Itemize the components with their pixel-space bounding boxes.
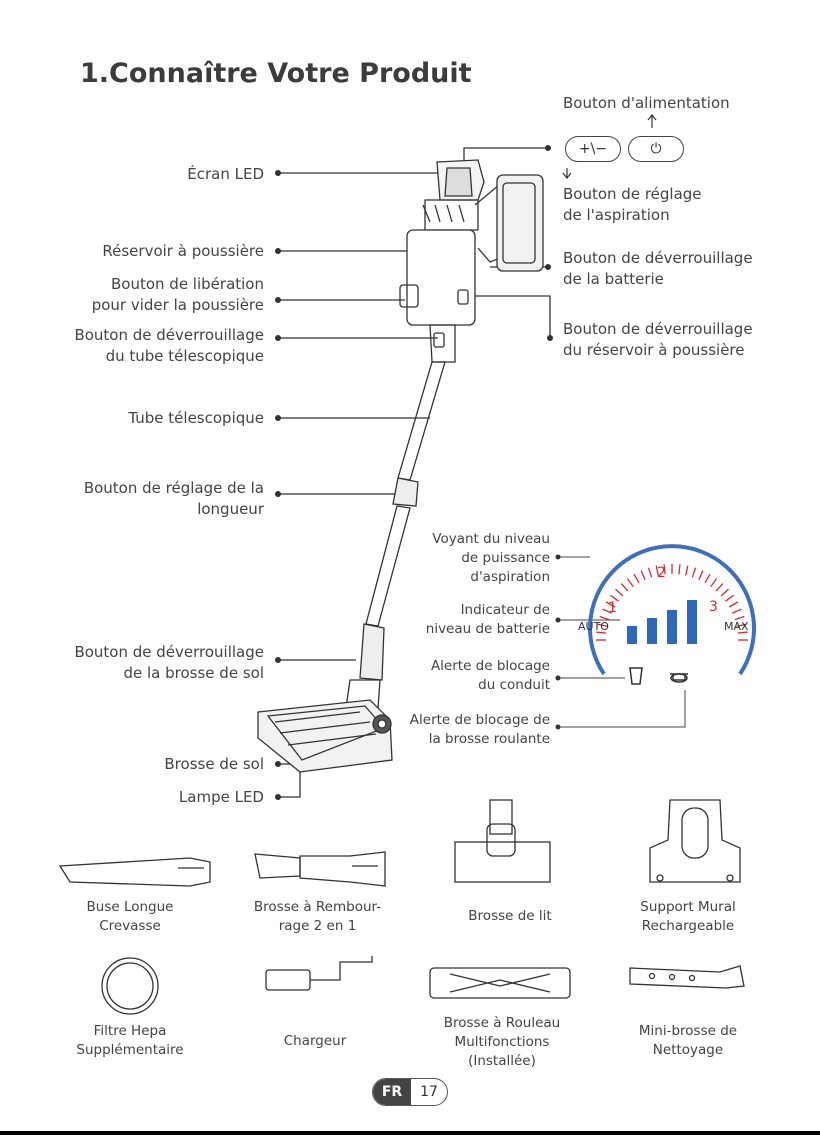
telescopic-tube-label: Tube télescopique xyxy=(128,409,264,427)
brush-unlock-label: Bouton de déverrouillage de la brosse de sol xyxy=(74,643,264,682)
gauge-tick xyxy=(711,579,717,587)
accessory-crevice: Buse Longue Crevasse xyxy=(86,899,174,934)
gauge-level-1: 1 xyxy=(608,600,617,616)
accessory-mini-brush: Mini-brosse de Nettoyage xyxy=(638,1023,738,1058)
power-button-label: Bouton d'alimentation xyxy=(563,94,730,112)
floor-brush-label: Brosse de sol xyxy=(164,755,264,773)
suction-level-label: Voyant du niveau de puissance d'aspiration xyxy=(432,531,550,585)
gauge-tick xyxy=(716,584,723,591)
battery-unlock-label: Bouton de déverrouillage de la batterie xyxy=(563,249,753,288)
gauge-tick xyxy=(692,568,695,578)
roller-block-label: Alerte de blocage de la brosse roulante xyxy=(409,712,550,747)
gauge-tick xyxy=(729,602,738,607)
duct-block-label: Alerte de blocage du conduit xyxy=(430,658,550,693)
gauge-tick xyxy=(705,574,710,583)
page-number: 17 xyxy=(420,1084,438,1100)
gauge-tick xyxy=(721,589,728,596)
language-code: FR xyxy=(373,1079,411,1105)
gauge-tick xyxy=(621,584,628,591)
gauge-tick xyxy=(627,579,633,587)
bin-unlock-label: Bouton de déverrouillage du réservoir à poussière xyxy=(563,320,753,359)
dust-release-label: Bouton de libération pour vider la poussière xyxy=(91,275,264,314)
gauge-max: MAX xyxy=(724,620,749,633)
gauge-tick xyxy=(634,574,639,583)
gauge-tick xyxy=(686,566,688,576)
gauge-auto: AUTO xyxy=(578,620,609,633)
led-lamp-label: Lampe LED xyxy=(178,788,264,806)
led-screen-label: Écran LED xyxy=(187,165,264,183)
dust-bin-label: Réservoir à poussière xyxy=(102,242,264,260)
accessory-roller-brush: Brosse à Rouleau Multifonctions (Installée) xyxy=(443,1015,561,1069)
accessories-drawings xyxy=(0,790,820,1110)
gauge-tick xyxy=(699,571,703,580)
bottom-rule xyxy=(0,1131,820,1135)
gauge-tick xyxy=(732,609,741,613)
accessory-bed-brush: Brosse de lit xyxy=(468,908,552,924)
page-footer-badge xyxy=(372,1078,448,1106)
gauge-level-3: 3 xyxy=(709,599,718,615)
suction-button: +\− xyxy=(565,136,621,162)
accessory-wall-mount: Support Mural Rechargeable xyxy=(640,899,736,934)
tube-unlock-label: Bouton de déverrouillage du tube télescopique xyxy=(74,326,264,365)
battery-level-label: Indicateur de niveau de batterie xyxy=(425,602,550,637)
gauge-tick xyxy=(641,571,645,580)
gauge-tick xyxy=(616,589,623,596)
accessory-2in1-brush: Brosse à Rembour- rage 2 en 1 xyxy=(253,899,382,934)
gauge-tick xyxy=(725,595,733,601)
accessory-charger: Chargeur xyxy=(283,1033,347,1049)
gauge-tick xyxy=(679,564,680,574)
power-icon: ⏻ xyxy=(628,136,684,162)
length-adjust-label: Bouton de réglage de la longueur xyxy=(83,479,264,518)
gauge-level-2: 2 xyxy=(657,565,666,581)
accessory-hepa-filter: Filtre Hepa Supplémentaire xyxy=(76,1023,184,1058)
suction-adjust-label: Bouton de réglage de l'aspiration xyxy=(563,185,702,224)
gauge-tick xyxy=(649,568,652,578)
page-title: 1.Connaître Votre Produit xyxy=(80,58,472,89)
